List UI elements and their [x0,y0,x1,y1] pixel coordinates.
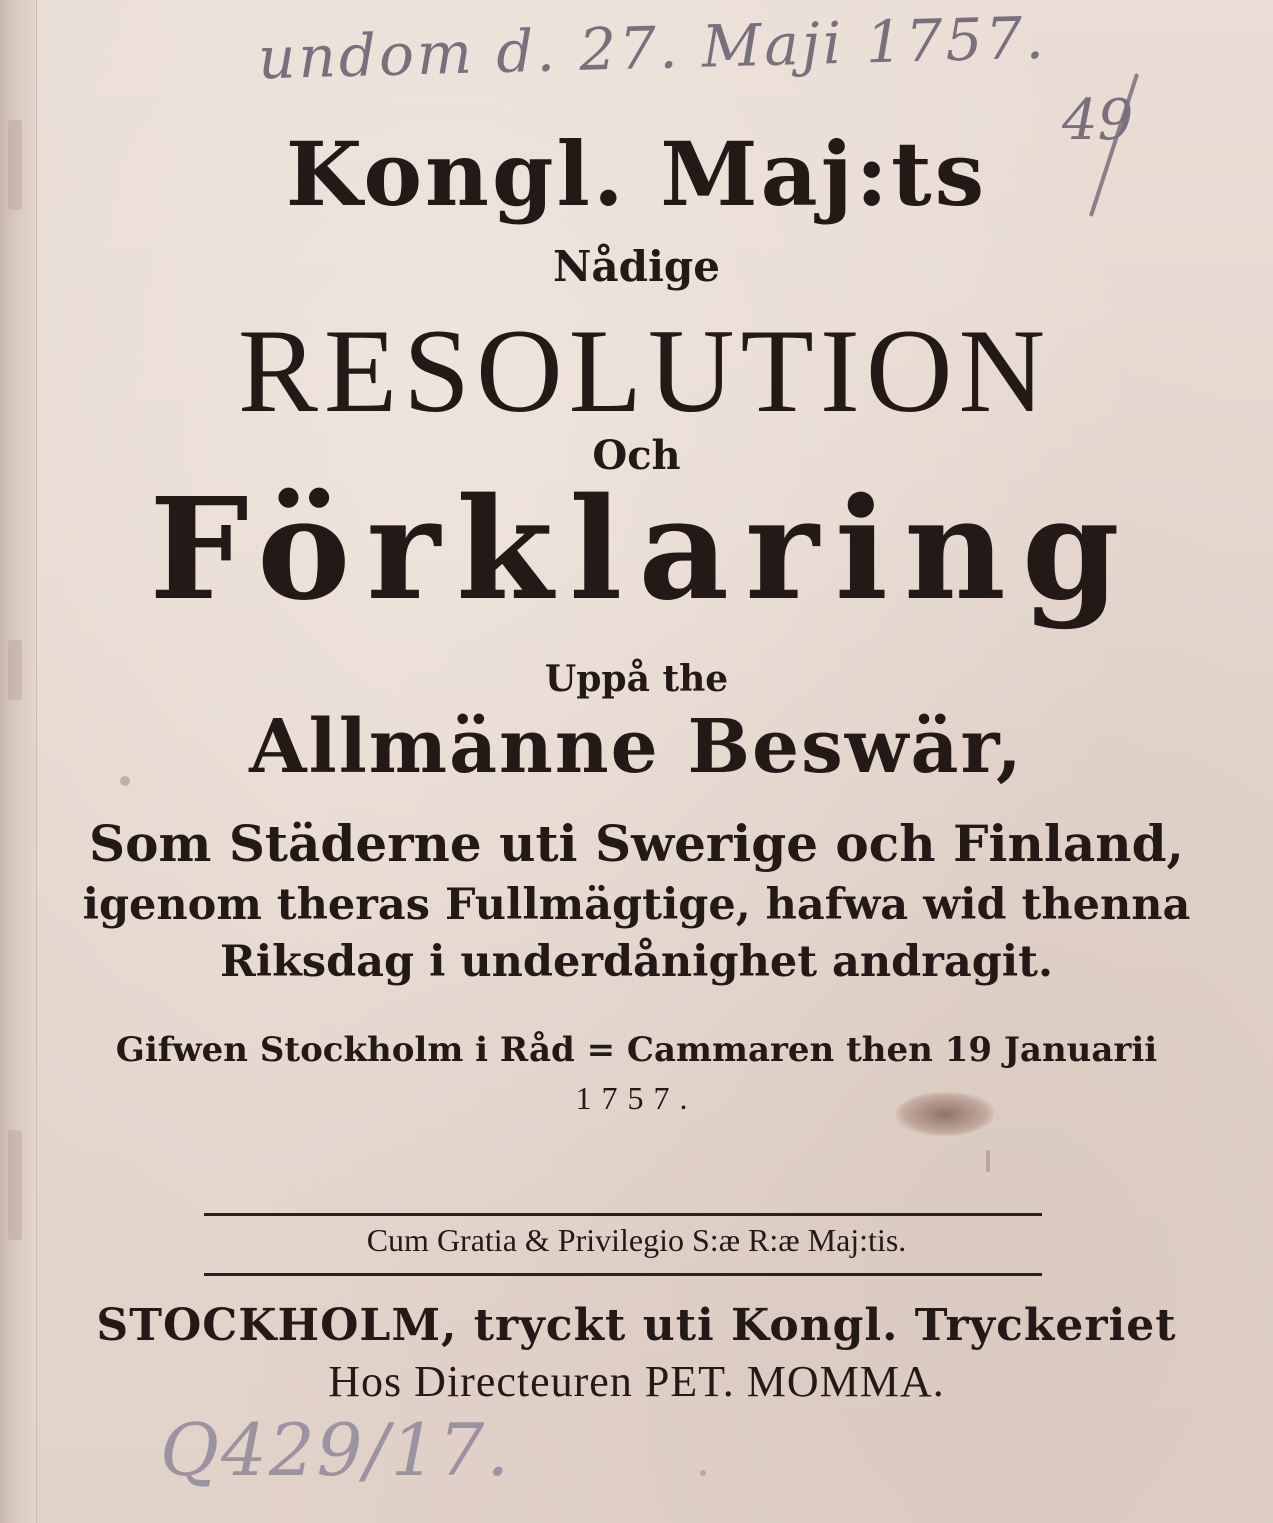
ink-stain [896,1092,994,1136]
title-nadige: Nådige [552,242,720,291]
imprint-line-1: STOCKHOLM, tryckt uti Kongl. Tryckeriet [96,1300,1177,1351]
title-resolution: RESOLUTION [237,304,1052,437]
body-line-3: Riksdag i underdånighet andragit. [220,937,1053,987]
dated-year: 1757. [575,1080,698,1116]
body-line-2: igenom theras Fullmägtige, hafwa wid thenna [82,880,1191,930]
imprint-line-2: Hos Directeuren PET. MOMMA. [328,1357,945,1406]
title-forklaring: Förklaring [149,468,1136,632]
handwritten-call-number: Q429/17. [160,1408,512,1492]
handwritten-date-note: undom d. 27. Maji 1757. [257,3,1048,93]
paper-speck [120,776,130,786]
paper-speck [986,1150,990,1172]
handwritten-shelf-number: 49 [1062,88,1134,153]
divider-rule-top [204,1213,1042,1216]
paper-speck [700,1470,706,1476]
dated-line: Gifwen Stockholm i Råd = Cammaren then 19 Januarii [115,1030,1158,1070]
title-kongl-majts: Kongl. Maj:ts [285,122,988,226]
divider-rule-bottom [204,1273,1042,1276]
body-line-1: Som Städerne uti Swerige och Finland, [89,814,1184,873]
title-och: Och [592,432,681,479]
title-allmanne-beswar: Allmänne Beswär, [249,704,1024,790]
title-uppa-the: Uppå the [544,658,729,700]
privilege-line: Cum Gratia & Privilegio S:æ R:æ Maj:tis. [366,1222,907,1258]
